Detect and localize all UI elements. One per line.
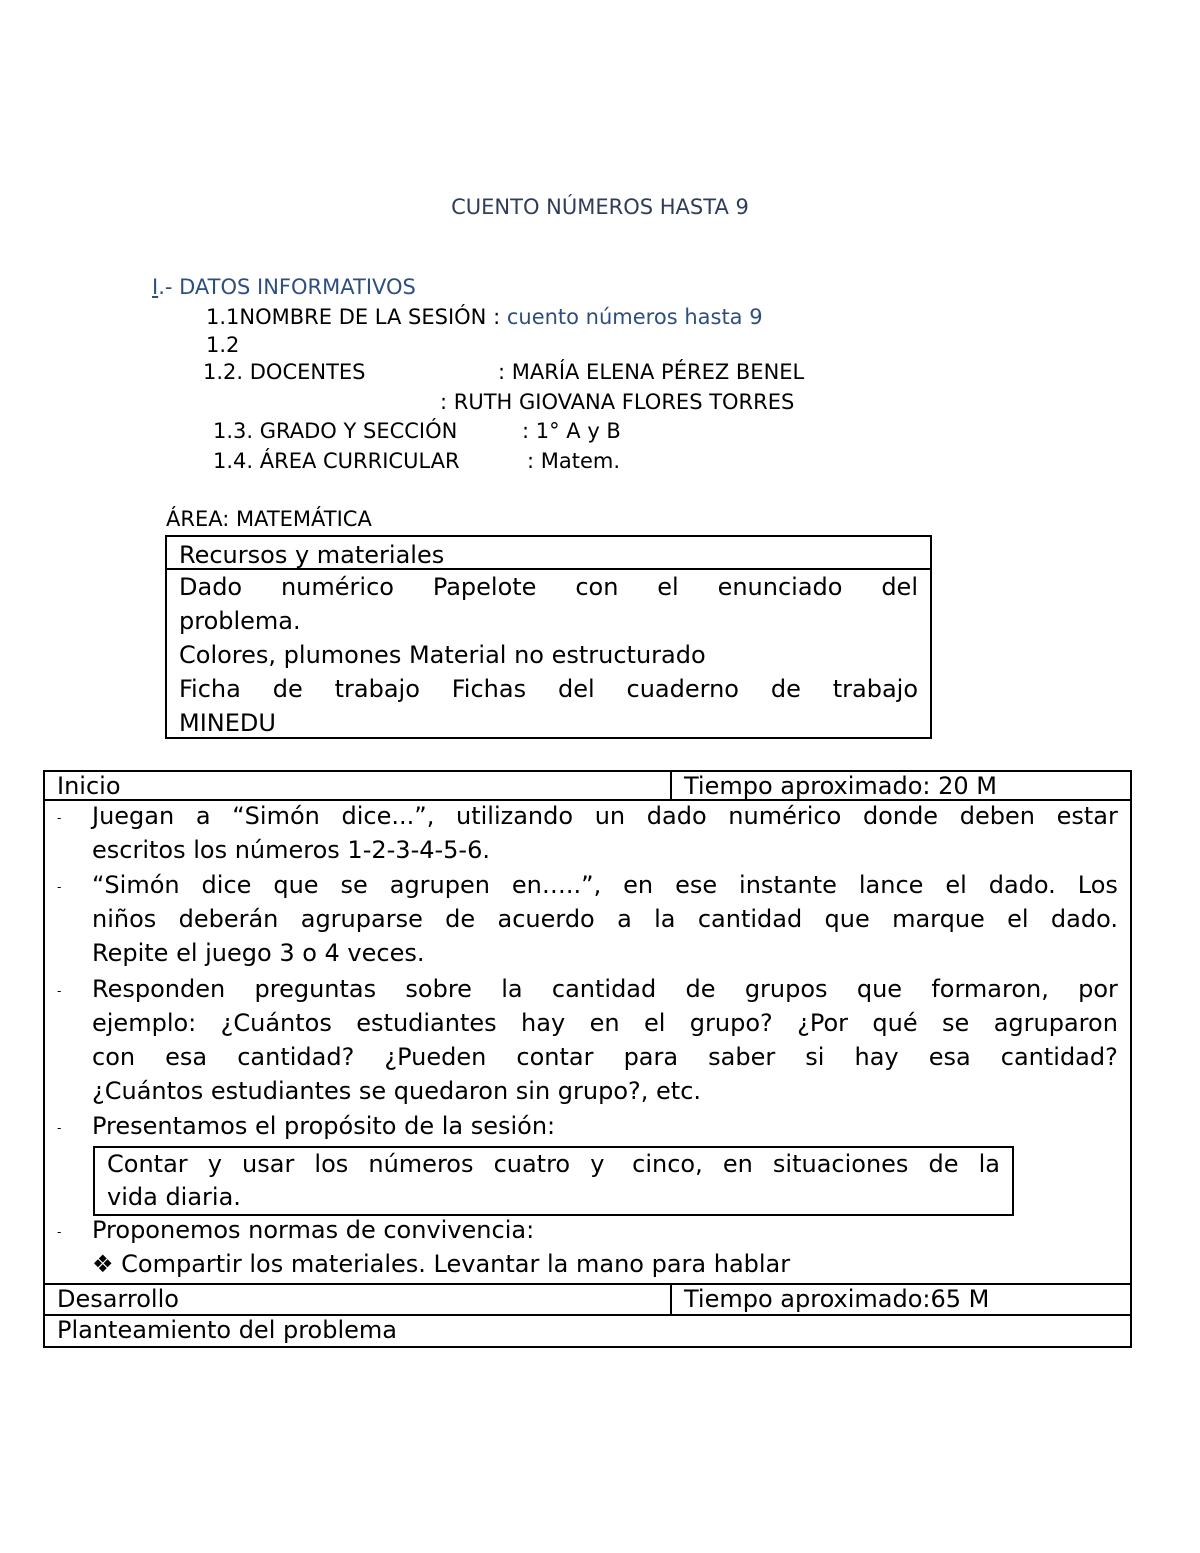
word: los [314,1150,349,1178]
word: dado [646,802,707,830]
word: donde [862,802,939,830]
area-value: : Matem. [527,449,621,473]
word: Dado [179,573,243,601]
word: niños [92,905,157,933]
word: en [589,1009,620,1037]
bullet-line [92,1040,1118,1074]
bullet-dash: - [57,1225,62,1239]
word: contar [516,1043,594,1071]
bullet-dash: - [57,1121,62,1135]
info-12: 1.2 [206,333,240,357]
word: con [575,573,619,601]
word: que [273,871,319,899]
purpose-line [107,1148,1000,1181]
recursos-line: MINEDU [179,709,276,737]
nombre-label: 1.1NOMBRE DE LA SESIÓN : [206,305,501,329]
word: trabajo [334,675,420,703]
word: y [590,1150,613,1178]
section-heading [152,275,416,299]
word: Contar [107,1150,188,1178]
recursos-body [167,570,930,740]
recursos-line: problema. [179,607,301,635]
word: numérico [728,802,842,830]
word: hay [854,1043,899,1071]
word: sobre [405,975,472,1003]
word: dice [201,871,252,899]
word: acuerdo [497,905,595,933]
word: “Simón [92,871,180,899]
word: grupo? [689,1009,773,1037]
bullet-line [92,868,1118,902]
word: agruparse [300,905,423,933]
bullet-dash: - [57,984,62,998]
word: Responden [92,975,226,1003]
word: de [272,675,303,703]
word: la [654,905,676,933]
docentes-label: 1.2. DOCENTES [203,360,366,384]
word: de [685,975,716,1003]
word: ejemplo: [92,1009,197,1037]
word: cuatro [493,1150,571,1178]
word: ese [675,871,718,899]
word: trabajo [832,675,918,703]
recursos-line [179,672,918,706]
area-heading: ÁREA: MATEMÁTICA [166,507,372,531]
word: cantidad [697,905,803,933]
grado-value: : 1° A y B [522,419,621,443]
bullet-line [92,972,1118,1006]
word: números [368,1150,474,1178]
word: dado. [988,871,1056,899]
recursos-box [165,535,932,739]
bullet-line: Proponemos normas de convivencia: [92,1216,535,1244]
planteamiento-row [45,1316,1130,1348]
recursos-header: Recursos y materiales [167,537,930,570]
word: por [1078,975,1118,1003]
word: del [557,675,595,703]
grado-label: 1.3. GRADO Y SECCIÓN [213,419,458,443]
word: para [623,1043,679,1071]
word: si [805,1043,825,1071]
bullet-line: Presentamos el propósito de la sesión: [92,1112,556,1140]
bullet-line: Repite el juego 3 o 4 veces. [92,939,425,967]
bullet-line: escritos los números 1-2-3-4-5-6. [92,836,490,864]
word: el [945,871,967,899]
word: de [445,905,476,933]
desarrollo-label: Desarrollo [57,1285,179,1313]
document-title: CUENTO NÚMEROS HASTA 9 [451,195,749,219]
inicio-row [45,772,1130,801]
word: en [623,871,654,899]
word: cinco, [632,1150,703,1178]
inicio-label: Inicio [57,772,121,800]
word: de [770,675,801,703]
word: el [1007,905,1029,933]
word: Juegan [92,802,175,830]
word: ¿Pueden [384,1043,487,1071]
word: a [195,802,211,830]
word: en [722,1150,753,1178]
word: Fichas [451,675,527,703]
desarrollo-time: Tiempo aproximado:65 M [670,1285,1130,1314]
bullet-line [92,1006,1118,1040]
word: deberán [178,905,279,933]
bullet-line: ❖ Compartir los materiales. Levantar la mano para hablar [92,1250,791,1278]
word: qué [872,1009,918,1037]
word: y [207,1150,222,1178]
word: formaron, [931,975,1049,1003]
word: del [881,573,918,601]
word: esa [928,1043,971,1071]
word: dice...”, [341,802,435,830]
section-marker: I [152,275,159,299]
word: grupos [744,975,828,1003]
word: dado. [1050,905,1118,933]
session-table [43,770,1132,1348]
word: esa [165,1043,208,1071]
word: agrupen [389,871,490,899]
word: cantidad [551,975,657,1003]
word: que [856,975,903,1003]
planteamiento-label: Planteamiento del problema [57,1316,397,1344]
word: el [643,1009,666,1037]
word: la [978,1150,1000,1178]
word: cantidad? [237,1043,355,1071]
word: se [340,871,368,899]
word: la [501,975,523,1003]
nombre-value: cuento números hasta 9 [506,305,763,329]
word: ¿Cuántos [220,1009,332,1037]
word: saber [708,1043,776,1071]
purpose-line: vida diaria. [107,1183,241,1211]
word: se [942,1009,970,1037]
word: el [657,573,679,601]
word: “Simón [232,802,320,830]
word: con [92,1043,136,1071]
inicio-time: Tiempo aproximado: 20 M [670,772,1130,799]
word: cuaderno [626,675,739,703]
word: situaciones [772,1150,909,1178]
word: instante [739,871,837,899]
word: de [928,1150,959,1178]
word: deben [959,802,1035,830]
word: ¿Por [797,1009,849,1037]
docente-2: : RUTH GIOVANA FLORES TORRES [440,390,795,414]
area-label: 1.4. ÁREA CURRICULAR [213,449,460,473]
word: un [594,802,626,830]
word: lance [858,871,924,899]
word: cantidad? [1000,1043,1118,1071]
bullet-line [92,799,1118,833]
word: preguntas [254,975,377,1003]
bullet-line: ¿Cuántos estudiantes se quedaron sin grupo?, etc. [92,1077,702,1105]
section-title: .- DATOS INFORMATIVOS [158,275,416,299]
bullet-dash: - [57,880,62,894]
recursos-line: Colores, plumones Material no estructurado [179,641,706,669]
word: numérico [280,573,394,601]
word: hay [521,1009,566,1037]
word: estudiantes [356,1009,497,1037]
word: a [617,905,632,933]
bullet-dash: - [57,811,62,825]
word: Los [1077,871,1118,899]
desarrollo-row [45,1283,1130,1316]
purpose-box [93,1146,1014,1216]
info-nombre [206,305,763,329]
word: utilizando [455,802,574,830]
inicio-content [45,799,1130,1289]
word: que [824,905,870,933]
word: en…..”, [511,871,602,899]
word: marque [892,905,985,933]
recursos-line [179,570,918,604]
bullet-line [92,902,1118,936]
word: enunciado [717,573,843,601]
word: usar [242,1150,295,1178]
word: estar [1056,802,1118,830]
word: Ficha [179,675,241,703]
docente-1: : MARÍA ELENA PÉREZ BENEL [498,360,805,384]
word: Papelote [432,573,537,601]
word: agruparon [993,1009,1118,1037]
